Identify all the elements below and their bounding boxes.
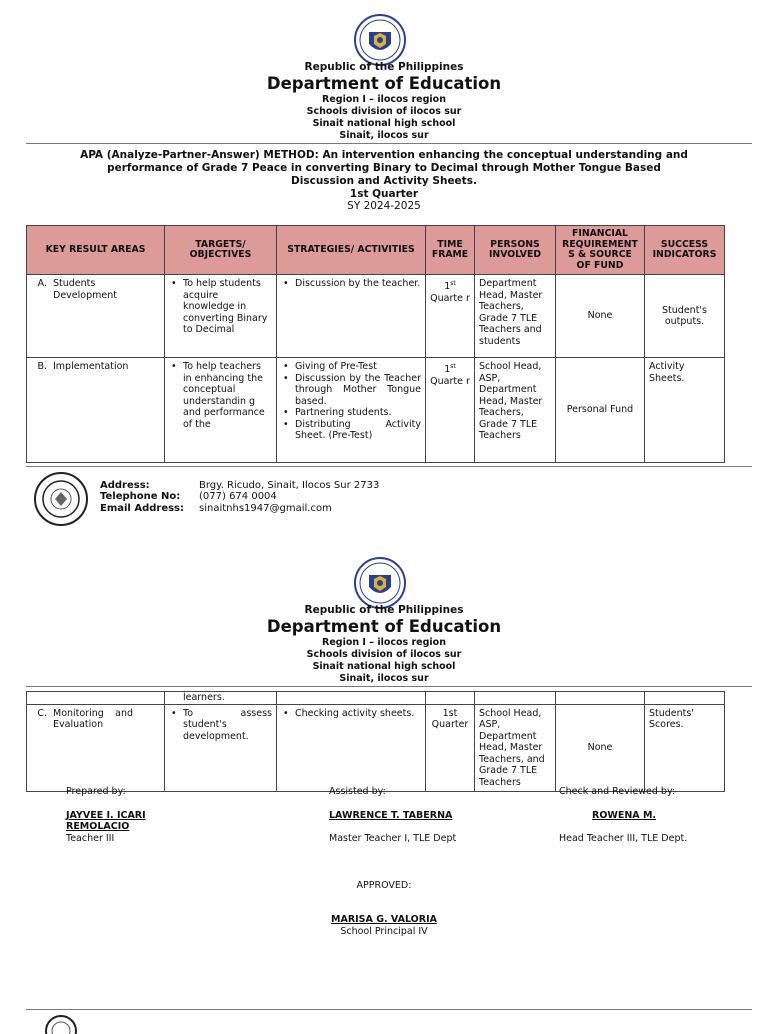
email-label: Email Address: bbox=[100, 503, 185, 514]
kra-cell bbox=[27, 275, 165, 358]
col-header-targets: TARGETS/ OBJECTIVES bbox=[165, 226, 277, 275]
table-row bbox=[27, 692, 725, 705]
town-label: Sinait, ilocos sur bbox=[339, 130, 429, 141]
school-label: Sinait national high school bbox=[312, 118, 456, 129]
school-seal-icon bbox=[44, 1014, 78, 1034]
town-label: Sinait, ilocos sur bbox=[339, 673, 429, 684]
header-divider bbox=[26, 686, 752, 687]
footer-divider bbox=[26, 1009, 752, 1010]
action-plan-table bbox=[26, 225, 725, 463]
assisted-by-label: Assisted by: bbox=[329, 786, 386, 797]
email-line bbox=[100, 503, 332, 515]
table-header-row bbox=[27, 226, 725, 275]
table-row bbox=[27, 358, 725, 463]
action-plan-table-continued bbox=[26, 691, 725, 792]
kra-letter: B. bbox=[37, 361, 47, 372]
persons-cell: Department Head, Master Teachers, Grade 7 TLE Teachers and students bbox=[475, 275, 556, 358]
title-line-3: Discussion and Activity Sheets. bbox=[291, 175, 477, 187]
fund-cell: None bbox=[556, 275, 645, 358]
assisted-by-name: LAWRENCE T. TABERNA bbox=[329, 810, 453, 821]
phone-value: (077) 674 0004 bbox=[199, 491, 277, 502]
strategy-item: • Discussion by the Teacher through Mother Tongue based. bbox=[295, 373, 421, 408]
persons-cell: School Head, ASP, Department Head, Master Teachers, Grade 7 TLE Teachers bbox=[475, 358, 556, 463]
deped-seal-icon bbox=[354, 14, 406, 66]
checked-by-name: ROWENA M. bbox=[592, 810, 657, 821]
strategy-item: • Checking activity sheets. bbox=[295, 708, 421, 720]
address-value: Brgy. Ricudo, Sinait, Ilocos Sur 2733 bbox=[199, 480, 380, 491]
table-row bbox=[27, 275, 725, 358]
strategy-item: • Giving of Pre-Test bbox=[295, 361, 421, 373]
target-cell bbox=[165, 704, 277, 792]
target-item: • To help students acquire knowledge in converting Binary to Decimal bbox=[183, 278, 272, 336]
checked-by-label: Check and Reviewed by: bbox=[559, 786, 676, 797]
region-label: Region I – ilocos region bbox=[322, 94, 446, 105]
prepared-by-label: Prepared by: bbox=[66, 786, 126, 797]
strategy-cell bbox=[277, 358, 426, 463]
target-cell bbox=[165, 358, 277, 463]
address-label: Address: bbox=[100, 480, 150, 491]
school-seal-icon bbox=[34, 472, 88, 526]
time-cell: 1st Quarte r bbox=[426, 358, 475, 463]
footer-divider bbox=[26, 466, 752, 467]
indicator-cell: Students' Scores. bbox=[645, 704, 725, 792]
time-cell: 1st Quarter bbox=[426, 704, 475, 792]
quarter-label: 1st Quarter bbox=[349, 188, 419, 200]
kra-letter: C. bbox=[37, 707, 47, 719]
strategy-item: • Discussion by the teacher. bbox=[295, 278, 421, 290]
checked-by-role: Head Teacher III, TLE Dept. bbox=[559, 833, 688, 844]
target-cell: learners. bbox=[165, 692, 277, 705]
school-label: Sinait national high school bbox=[312, 661, 456, 672]
strategy-cell bbox=[277, 704, 426, 792]
prepared-by-role: Teacher III bbox=[66, 833, 115, 844]
phone-line bbox=[100, 491, 277, 503]
approved-role: School Principal IV bbox=[340, 926, 428, 937]
prepared-by-name-line1: JAYVEE I. ICARI bbox=[66, 810, 146, 821]
approved-name: MARISA G. VALORIA bbox=[331, 914, 437, 925]
col-header-fund: FINANCIAL REQUIREMENT S & SOURCE OF FUND bbox=[556, 226, 645, 275]
indicator-cell: Student's outputs. bbox=[645, 275, 725, 358]
republic-label: Republic of the Philippines bbox=[304, 61, 464, 73]
school-year-label: SY 2024-2025 bbox=[347, 200, 421, 212]
division-label: Schools division of ilocos sur bbox=[306, 106, 462, 117]
prepared-by-name-line2: REMOLACIO bbox=[66, 821, 130, 832]
title-line-1: APA (Analyze-Partner-Answer) METHOD: An intervention enhancing the conceptual understanding and bbox=[80, 149, 688, 161]
approved-label: APPROVED: bbox=[356, 880, 412, 891]
kra-text: Students Development bbox=[53, 278, 117, 301]
address-line bbox=[100, 480, 379, 492]
strategy-cell bbox=[277, 275, 426, 358]
target-cell bbox=[165, 275, 277, 358]
kra-cell bbox=[27, 358, 165, 463]
region-label: Region I – ilocos region bbox=[322, 637, 446, 648]
title-line-2: performance of Grade 7 Peace in converting Binary to Decimal through Mother Tongue Based bbox=[107, 162, 661, 174]
kra-letter: A. bbox=[37, 278, 47, 289]
republic-label: Republic of the Philippines bbox=[304, 604, 464, 616]
col-header-time: TIME FRAME bbox=[426, 226, 475, 275]
division-label: Schools division of ilocos sur bbox=[306, 649, 462, 660]
col-header-strategies: STRATEGIES/ ACTIVITIES bbox=[277, 226, 426, 275]
col-header-persons: PERSONS INVOLVED bbox=[475, 226, 556, 275]
target-item: • To assess student's development. bbox=[183, 708, 272, 743]
strategy-item: • Partnering students. bbox=[295, 407, 421, 419]
col-header-indicators: SUCCESS INDICATORS bbox=[645, 226, 725, 275]
assisted-by-role: Master Teacher I, TLE Dept bbox=[329, 833, 457, 844]
indicator-cell: Activity Sheets. bbox=[645, 358, 725, 463]
department-title: Department of Education bbox=[266, 74, 502, 93]
fund-cell: Personal Fund bbox=[556, 358, 645, 463]
strategy-item: • Distributing Activity Sheet. (Pre-Test) bbox=[295, 419, 421, 442]
kra-text: Monitoring and Evaluation bbox=[53, 707, 133, 730]
phone-label: Telephone No: bbox=[100, 491, 181, 502]
fund-cell: None bbox=[556, 704, 645, 792]
header-divider bbox=[26, 143, 752, 144]
col-header-kra: KEY RESULT AREAS bbox=[27, 226, 165, 275]
target-item: • To help teachers in enhancing the conceptual understandin g and performance of the bbox=[183, 361, 272, 430]
department-title: Department of Education bbox=[266, 617, 502, 636]
table-row bbox=[27, 704, 725, 792]
deped-seal-icon bbox=[354, 557, 406, 609]
time-cell: 1st Quarte r bbox=[426, 275, 475, 358]
persons-cell: School Head, ASP, Department Head, Master Teachers, and Grade 7 TLE Teachers bbox=[475, 704, 556, 792]
kra-cell bbox=[27, 704, 165, 792]
kra-text: Implementation bbox=[53, 361, 129, 372]
email-value: sinaitnhs1947@gmail.com bbox=[199, 503, 332, 514]
